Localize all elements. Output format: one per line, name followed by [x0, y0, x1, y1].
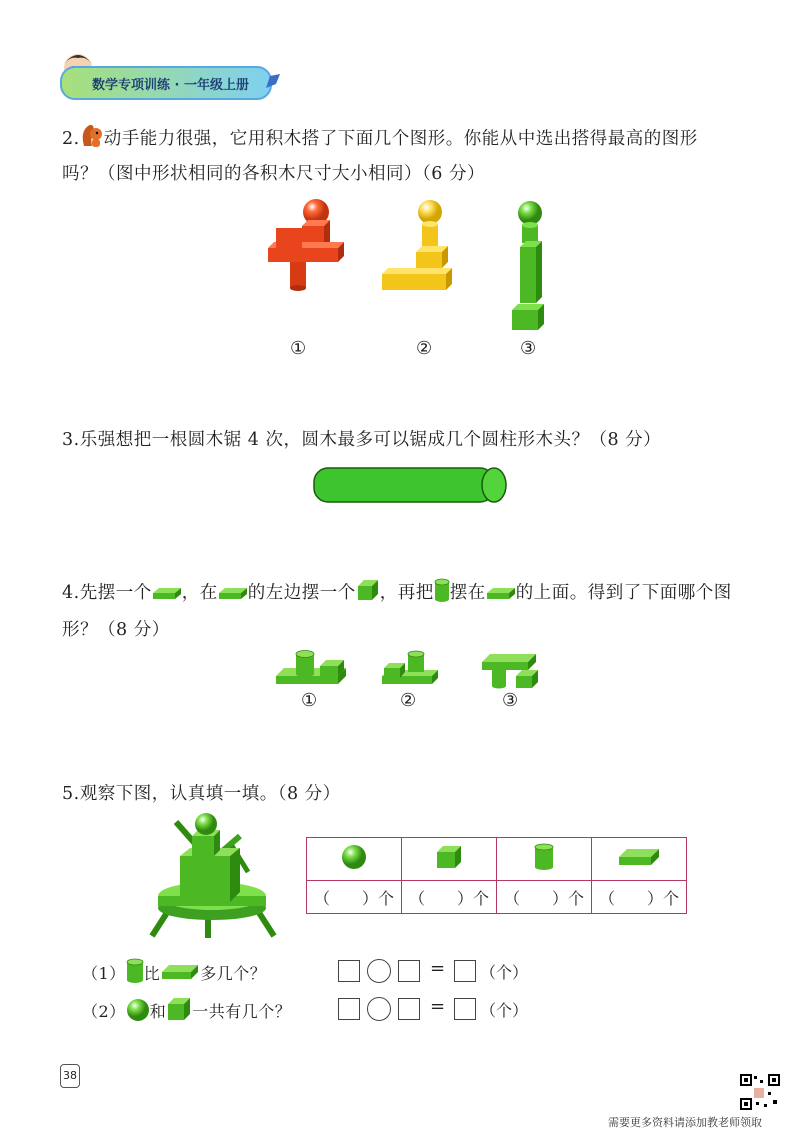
answer-cube-count[interactable]: （ ）个 — [402, 881, 497, 914]
question-5-text: 5.观察下图，认真填一填。（8 分） — [62, 784, 341, 804]
block-robot-figure — [148, 812, 278, 946]
eq2-box-b[interactable] — [398, 998, 420, 1020]
cube-icon — [435, 855, 463, 874]
option-1-label: ① — [290, 338, 307, 359]
choice-figure-3 — [480, 648, 544, 694]
table-head-sphere — [307, 838, 402, 881]
eq2-equals: = — [430, 996, 446, 1017]
eq1-equals: = — [430, 958, 446, 979]
flat-prism-icon — [152, 581, 182, 609]
choice-label-2: ② — [400, 690, 417, 711]
cube-icon — [356, 578, 380, 611]
page-number: 38 — [60, 1064, 80, 1088]
question-2-line2: 吗？（图中形状相同的各积木尺寸大小相同）（6 分） — [62, 164, 485, 184]
question-4-line2: 形？（8 分） — [62, 620, 170, 640]
option-2-label: ② — [416, 338, 433, 359]
eq2-answer-box[interactable] — [454, 998, 476, 1020]
squirrel-icon — [80, 122, 104, 146]
eq1-unit: （个） — [480, 963, 529, 982]
flat-prism-icon — [486, 581, 516, 609]
table-head-cylinder — [497, 838, 592, 881]
eq1-box-b[interactable] — [398, 960, 420, 982]
block-figure-2 — [380, 198, 456, 298]
table-icon-row — [307, 838, 687, 881]
log-cylinder — [310, 466, 510, 508]
cylinder-icon — [534, 856, 554, 875]
cylinder-icon — [434, 578, 450, 611]
block-figure-3 — [508, 200, 552, 336]
answer-sphere-count[interactable]: （ ）个 — [307, 881, 402, 914]
eq1-box-a[interactable] — [338, 960, 360, 982]
choice-label-1: ① — [301, 690, 318, 711]
flat-prism-icon — [617, 852, 661, 871]
cube-icon — [166, 996, 192, 1031]
choice-figure-2 — [380, 648, 440, 692]
table-head-prism — [592, 838, 687, 881]
question-3-text: 3.乐强想把一根圆木锯 4 次，圆木最多可以锯成几个圆柱形木头？（8 分） — [62, 430, 662, 450]
flat-prism-icon — [160, 962, 200, 990]
eq2-box-a[interactable] — [338, 998, 360, 1020]
header-banner — [60, 66, 272, 100]
subquestion-1: （1） 比 多几个？ — [82, 958, 266, 993]
flat-prism-icon — [218, 581, 248, 609]
table-head-cube — [402, 838, 497, 881]
sphere-icon — [341, 855, 367, 874]
choice-figure-1 — [274, 646, 350, 692]
sphere-icon — [126, 998, 150, 1031]
count-table — [306, 837, 687, 914]
option-3-label: ③ — [520, 338, 537, 359]
answer-cylinder-count[interactable]: （ ）个 — [497, 881, 592, 914]
choice-label-3: ③ — [502, 690, 519, 711]
eq2-unit: （个） — [480, 1001, 529, 1020]
qr-code — [740, 1074, 780, 1114]
question-4-line1: 4.先摆一个 ，在 的左边摆一个 ，再把 摆在 的上面。得到了下面哪个图 — [62, 578, 732, 611]
eq1-operator-circle[interactable] — [367, 959, 391, 983]
answer-prism-count[interactable]: （ ）个 — [592, 881, 687, 914]
block-figure-1 — [266, 196, 346, 298]
cylinder-icon — [126, 958, 144, 993]
footer-note: 需要更多资料请添加教老师领取 — [608, 1116, 762, 1129]
eq2-operator-circle[interactable] — [367, 997, 391, 1021]
book-title: 数学专项训练 · 一年级上册 — [92, 78, 249, 93]
subquestion-2: （2） 和 一共有几个？ — [82, 996, 291, 1031]
eq1-answer-box[interactable] — [454, 960, 476, 982]
table-answer-row — [307, 881, 687, 914]
question-2-line1: 2. 动手能力很强，它用积木搭了下面几个图形。你能从中选出搭得最高的图形 — [62, 122, 698, 153]
pen-icon — [264, 72, 282, 94]
